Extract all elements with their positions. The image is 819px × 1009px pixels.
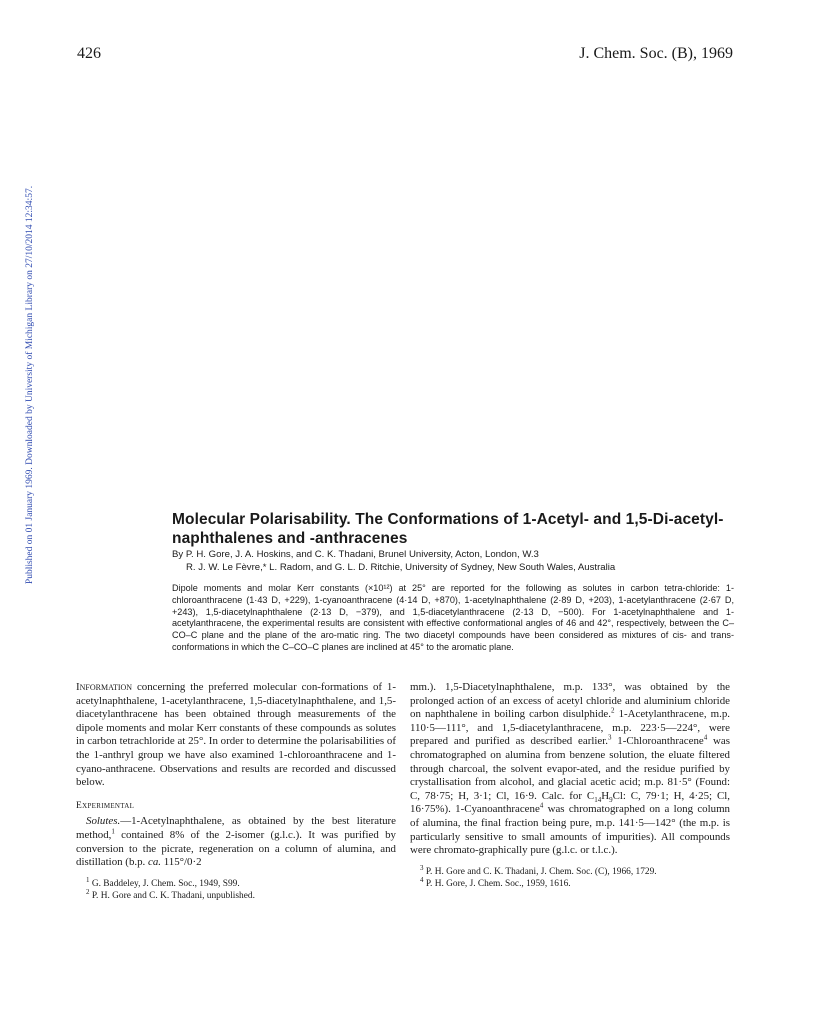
- body-text: 1-Chloroanthracene: [611, 735, 704, 748]
- solutes-text: contained 8% of the 2-isomer (g.l.c.). It was purified by conversion to the picrate, regeneration on a column of alumina, and distillation (b.p.: [76, 828, 396, 869]
- footnote-ref: 3: [607, 733, 612, 742]
- footnotes-left: [76, 875, 396, 902]
- solutes-paragraph: [76, 815, 396, 869]
- introduction-paragraph: [76, 681, 396, 790]
- solutes-label: Solutes.: [86, 815, 121, 828]
- left-column: [76, 681, 396, 902]
- footnote-text: G. Baddeley, J. Chem. Soc., 1949, S99.: [89, 878, 240, 889]
- body-text: Cl: C, 79·1; H, 4·25; Cl, 16·75%). 1-Cyanoanthracene: [410, 789, 730, 816]
- author-block: [172, 549, 772, 574]
- footnotes-right: [410, 863, 730, 890]
- footnote-text: P. H. Gore and C. K. Thadani, unpublished.: [89, 890, 255, 901]
- intro-lead-word: Information: [76, 681, 133, 693]
- journal-citation: J. Chem. Soc. (B), 1969: [579, 45, 733, 62]
- abstract: Dipole moments and molar Kerr constants (×10¹²) at 25° are reported for the following as solutes in carbon tetra-chloride: 1-chloroanthracene (1·43 D, +229), 1-cyanoanthracene (4·14 D, +870), 1-acetylnaphthalene (2·89 D, +203), 1-acetylanthracene (2·67 D, +243), 1,5-diacetylnaphthalene (2·13 D, −379), and 1,5-diacetylanthracene (2·13 D, −500). For 1-acetylnaphthalene and 1-acetylanthracene, the experimental results are consistent with effective conformational angles of 46 and 42°, respectively, between the C–CO–C plane and the plane of the aro-matic ring. The two diacetyl compounds have been considered as mixtures of cis- and trans-conformations in which the C–CO–C planes are inclined at 45° to the aromatic plane.: [172, 583, 734, 652]
- authors-sydney: R. J. W. Le Fèvre,* L. Radom, and G. L. D. Ritchie, University of Sydney, New South Wales, Australia: [186, 561, 616, 573]
- experimental-heading: Experimental: [76, 800, 135, 811]
- footnote-text: P. H. Gore and C. K. Thadani, J. Chem. Soc. (C), 1966, 1729.: [423, 866, 657, 877]
- body-text: mm.). 1,5-Diacetylnaphthalene, m.p. 133°, was obtained by the prolonged action of an excess of acetyl chloride and aluminium chloride on naphthalene in boiling carbon disulphide.: [410, 681, 730, 721]
- authors-brunel: By P. H. Gore, J. A. Hoskins, and C. K. Thadani, Brunel University, Acton, London, W.3: [172, 549, 539, 560]
- footnote-4: [420, 875, 730, 890]
- footnote-1: [86, 875, 396, 890]
- body-text: H: [601, 789, 610, 802]
- footnote-number: 2: [86, 887, 90, 896]
- article-title: Molecular Polarisability. The Conformations of 1-Acetyl- and 1,5-Di-acetyl-naphthalenes and -anthracenes: [172, 511, 724, 547]
- footnote-number: 3: [420, 863, 424, 872]
- body-text: 1-Acetylanthracene, m.p. 110·5—111°, and 1,5-diacetylanthracene, m.p. 223·5—224°, were prepared and purified as described earlier.: [410, 708, 730, 748]
- preparation-paragraph: [410, 681, 730, 858]
- footnote-ref: 4: [703, 733, 708, 742]
- page-number: 426: [77, 45, 101, 62]
- body-text: was chromatographed on alumina from benzene solution, the eluate filtered through charcoal, the solvent evapor-ated, and the residue purified by crystallisation from alcohol, and glacial acetic acid; m.p. 81·5° (Found: C, 78·75; H, 3·1; Cl, 16·9. Calc. for C: [410, 735, 730, 802]
- solutes-text: 115°/0·2: [161, 856, 202, 869]
- footnote-number: 4: [420, 875, 424, 884]
- circa-abbrev: ca.: [148, 856, 162, 869]
- footnote-text: P. H. Gore, J. Chem. Soc., 1959, 1616.: [423, 878, 571, 889]
- footnote-ref: 2: [610, 706, 615, 715]
- download-watermark: Published on 01 January 1969. Downloaded by University of Michigan Library on 27/10/2014 12:34:57.: [25, 185, 35, 585]
- formula-subscript: 14: [594, 795, 602, 804]
- right-column: [410, 681, 730, 890]
- body-text: was chromatographed on a long column of alumina, the final fraction being pure, m.p. 141·5—142° (the m.p. is particularly sensitive to small amounts of impurities). All compounds were chromato-graphically pure (g.l.c. or t.l.c.).: [410, 803, 730, 857]
- footnote-ref-1: 1: [111, 827, 115, 836]
- footnote-2: [86, 887, 396, 902]
- formula-subscript: 9: [609, 795, 613, 804]
- footnote-ref: 4: [539, 801, 544, 810]
- intro-text: concerning the preferred molecular con-formations of 1-acetylnaphthalene, 1-acetylanthracene, 1,5-diacetylnaphthalene, and 1,5-diacetylanthracene has been obtained through measurements of the dipole moments and molar Kerr constants of these compounds as solutes in carbon tetrachloride at 25°. In order to determine the polarisabilities of the 1-anthryl group we have also examined 1-chloroanthracene and 1-cyano-anthracene. Observations and results are recorded and discussed below.: [76, 681, 396, 789]
- footnote-number: 1: [86, 875, 90, 884]
- footnote-3: [420, 863, 730, 878]
- solutes-text: —1-Acetylnaphthalene, as obtained by the best literature method,: [76, 815, 396, 841]
